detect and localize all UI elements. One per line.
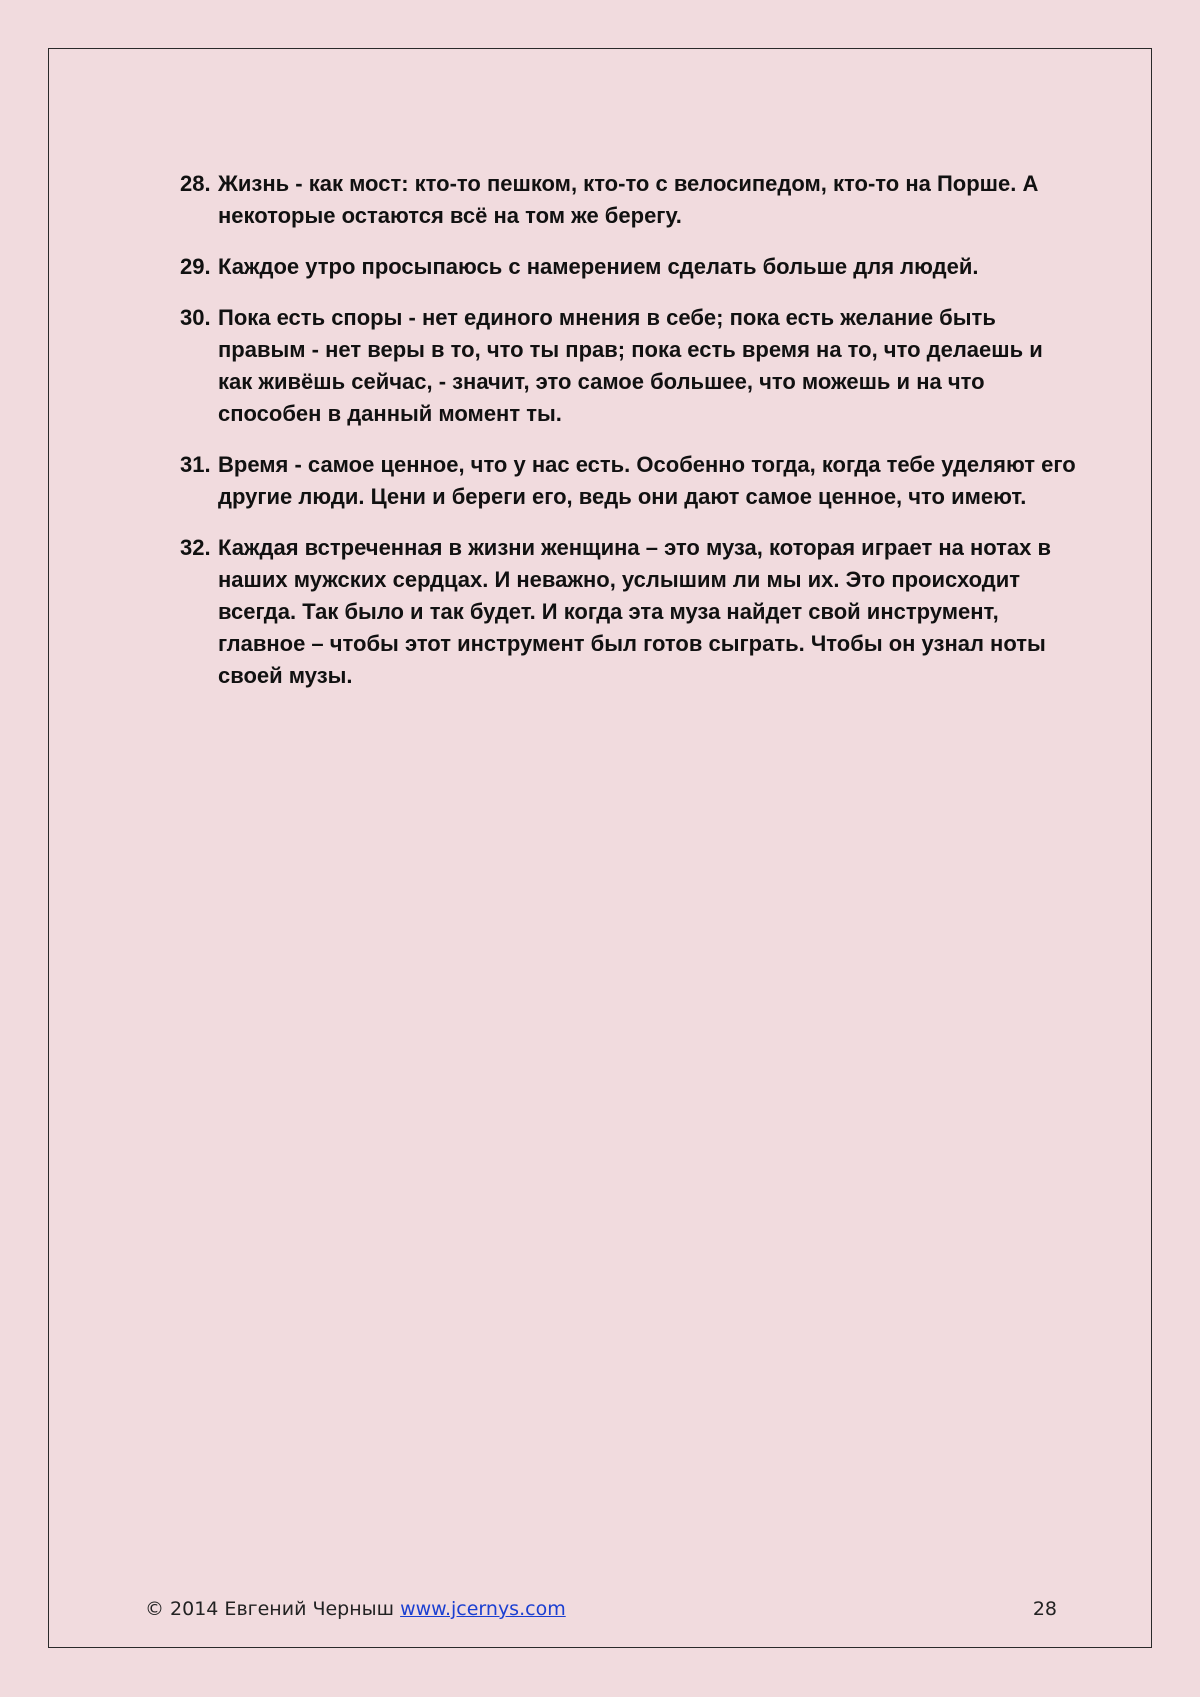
item-text: Каждая встреченная в жизни женщина – это муза, которая играет на нотах в наших мужских сердцах. И неважно, услышим ли мы их. Это происходит всегда. Так было и так будет. И когда эта муза найдет свой инструмент, главное – чтобы этот инструмент был готов сыграть. Чтобы он узнал ноты своей музы. [218,535,1052,688]
list-item [180,251,1080,283]
item-text: Жизнь - как мост: кто-то пешком, кто-то с велосипедом, кто-то на Порше. А некоторые остаются всё на том же берегу. [218,171,1039,228]
footer-credit [145,1598,566,1620]
item-number: 28. [180,171,211,196]
quote-list [180,168,1080,711]
copyright-text: © 2014 Евгений Черныш [145,1598,401,1620]
item-number: 29. [180,254,211,279]
item-text: Время - самое ценное, что у нас есть. Особенно тогда, когда тебе уделяют его другие люди. Цени и береги его, ведь они дают самое ценное, что имеют. [218,452,1076,509]
item-number: 32. [180,535,211,560]
item-number: 30. [180,305,211,330]
item-text: Пока есть споры - нет единого мнения в себе; пока есть желание быть правым - нет веры в то, что ты прав; пока есть время на то, что делаешь и как живёшь сейчас, - значит, это самое большее, что можешь и на что способен в данный момент ты. [218,305,1043,426]
website-link[interactable]: www.jcernys.com [400,1598,566,1620]
item-text: Каждое утро просыпаюсь с намерением сделать больше для людей. [218,254,979,279]
page-number: 28 [1032,1598,1057,1620]
list-item [180,302,1080,430]
item-number: 31. [180,452,211,477]
list-item [180,532,1080,692]
list-item [180,168,1080,232]
list-item [180,449,1080,513]
